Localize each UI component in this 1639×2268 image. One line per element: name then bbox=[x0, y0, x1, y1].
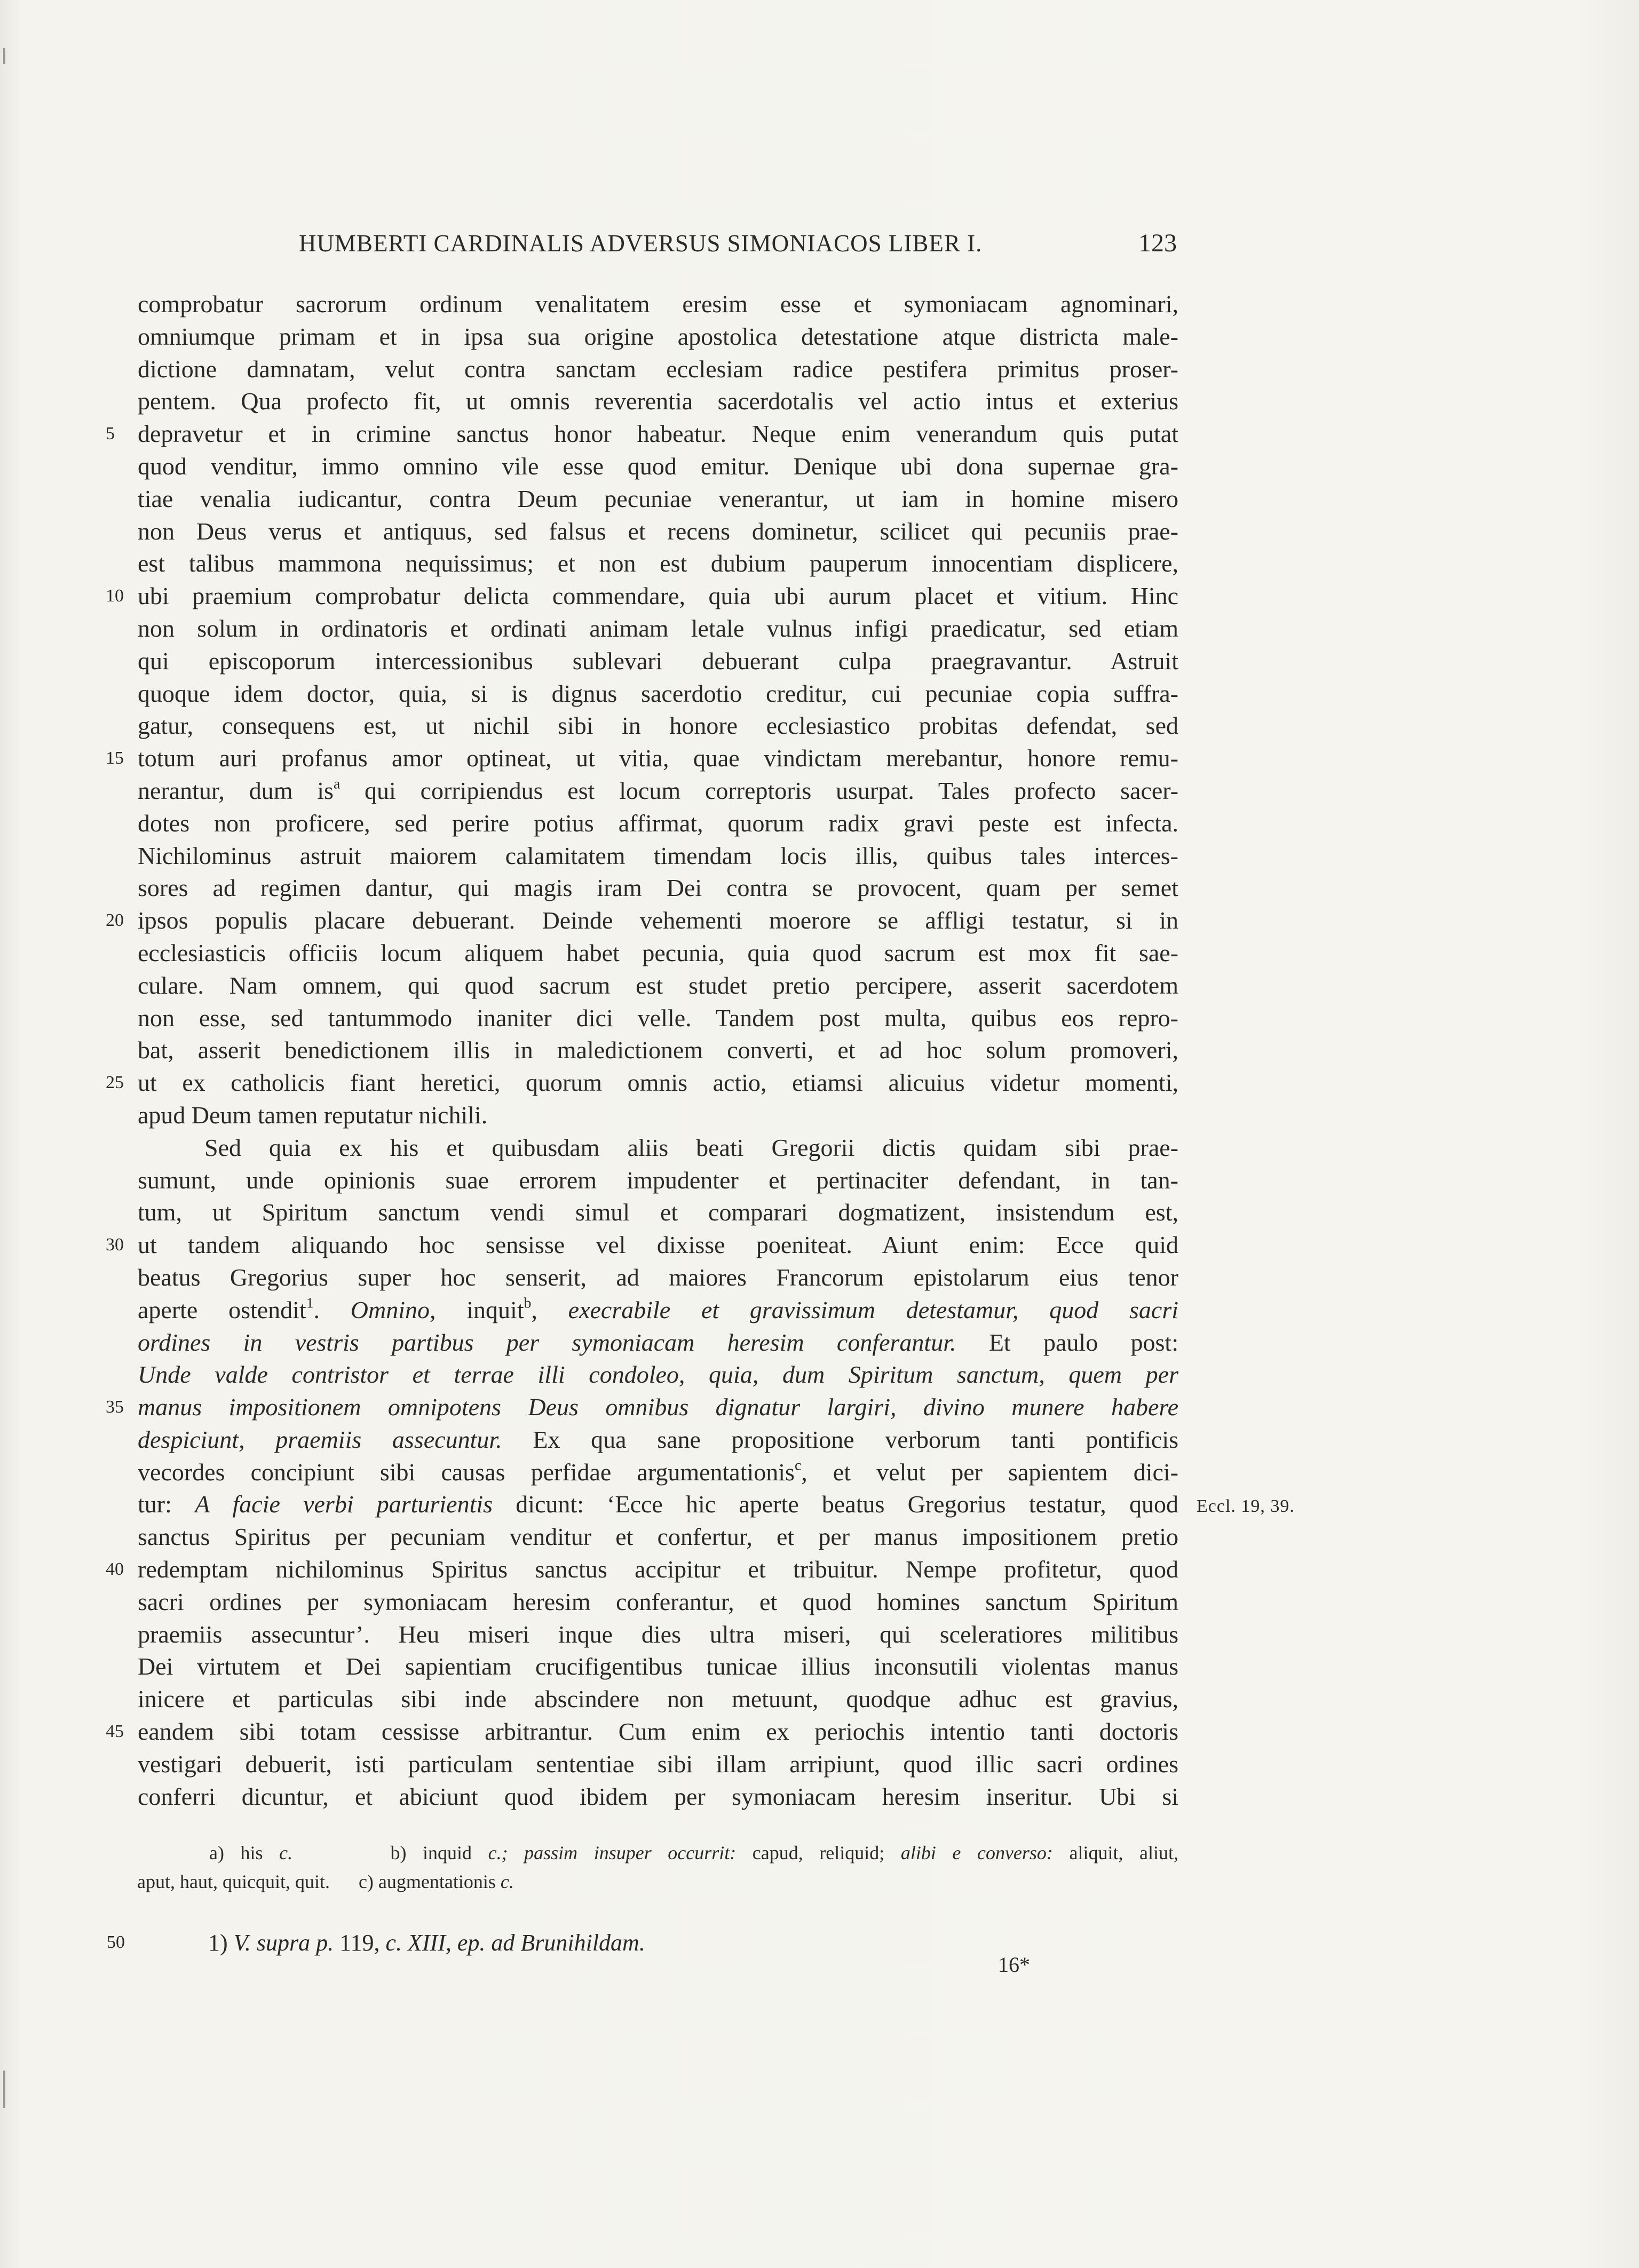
text-line bbox=[138, 1132, 1178, 1164]
line-text bbox=[138, 548, 1178, 580]
text: culare. Nam omnem, qui quod sacrum est studet pretio percipere, asserit sacerdotem bbox=[138, 971, 1178, 999]
line-text bbox=[138, 1262, 1178, 1294]
text-line bbox=[138, 516, 1178, 548]
line-text bbox=[138, 1619, 1178, 1651]
italic-text: execrabile et gravissimum detestamur, quod sacri bbox=[568, 1296, 1179, 1323]
text-line bbox=[138, 775, 1178, 807]
note-b-siglum: c.; bbox=[488, 1842, 508, 1863]
footnote-marker: c bbox=[794, 1456, 802, 1473]
text: conferri dicuntur, et abiciunt quod ibidem per symoniacam heresim inseritur. Ubi si bbox=[138, 1782, 1178, 1810]
critical-apparatus bbox=[137, 1838, 1178, 1896]
line-text bbox=[138, 1488, 1178, 1521]
text: ecclesiasticis officiis locum aliquem habet pecunia, quia quod sacrum est mox fit sae- bbox=[138, 939, 1178, 966]
scan-edge-mark bbox=[3, 2071, 5, 2108]
text-line bbox=[106, 742, 1178, 775]
text-line bbox=[106, 1716, 1178, 1748]
line-text bbox=[138, 840, 1178, 873]
footnote-line-number: 50 bbox=[107, 1932, 125, 1952]
text: non solum in ordinatoris et ordinati animam letale vulnus infigi praedicatur, sed etiam bbox=[138, 614, 1178, 642]
text-line bbox=[106, 418, 1178, 450]
text-line bbox=[138, 1651, 1178, 1683]
note-a-label: a) his bbox=[209, 1842, 280, 1863]
line-text bbox=[138, 1683, 1178, 1716]
line-text bbox=[138, 1456, 1178, 1489]
text-line bbox=[138, 710, 1178, 742]
text-line bbox=[138, 1327, 1178, 1359]
text-line bbox=[138, 1748, 1178, 1781]
text: vestigari debuerit, isti particulam sententiae sibi illam arripiunt, quod illic sacri ordines bbox=[138, 1750, 1178, 1778]
line-text bbox=[138, 645, 1178, 678]
text: pentem. Qua profecto fit, ut omnis reverentia sacerdotalis vel actio intus et exterius bbox=[138, 387, 1178, 415]
line-text bbox=[138, 1099, 1178, 1132]
line-text bbox=[138, 872, 1178, 905]
text: . bbox=[313, 1296, 351, 1323]
text: qui episcoporum intercessionibus sublevari debuerant culpa praegravantur. Astruit bbox=[138, 647, 1178, 675]
line-text bbox=[138, 418, 1178, 450]
line-text bbox=[138, 288, 1178, 321]
note-b-continuation: aput, haut, quicquit, quit. bbox=[137, 1871, 330, 1892]
text: tiae venalia iudicantur, contra Deum pecuniae venerantur, ut iam in homine misero bbox=[138, 485, 1178, 512]
line-text bbox=[138, 321, 1178, 353]
line-text bbox=[138, 742, 1178, 775]
text-line bbox=[138, 1586, 1178, 1619]
text-line bbox=[138, 1488, 1178, 1521]
text-line bbox=[138, 872, 1178, 905]
text: nerantur, dum is bbox=[138, 776, 334, 804]
line-number: 10 bbox=[106, 586, 124, 606]
text: vecordes concipiunt sibi causas perfidae argumentationis bbox=[138, 1458, 795, 1486]
text: ipsos populis placare debuerant. Deinde vehementi moerore se affligi testatur, si in bbox=[138, 907, 1178, 934]
footnote-text bbox=[208, 1929, 645, 1956]
line-text bbox=[138, 678, 1178, 710]
line-text bbox=[138, 1196, 1178, 1229]
text: omniumque primam et in ipsa sua origine apostolica detestatione atque districta male- bbox=[138, 322, 1178, 350]
text-line bbox=[138, 353, 1178, 386]
italic-text: ordines in vestris partibus per symoniacam heresim conferantur. bbox=[138, 1328, 956, 1356]
text: quod venditur, immo omnino vile esse quod emitur. Denique ubi dona supernae gra- bbox=[138, 452, 1178, 480]
text: depravetur et in crimine sanctus honor habeatur. Neque enim venerandum quis putat bbox=[138, 420, 1178, 448]
text: ut tandem aliquando hoc sensisse vel dixisse poeniteat. Aiunt enim: Ecce quid bbox=[138, 1231, 1178, 1259]
footnote-page: 119, bbox=[334, 1930, 386, 1956]
text: non Deus verus et antiquus, sed falsus et recens dominetur, scilicet qui pecuniis prae- bbox=[138, 517, 1178, 545]
text-line bbox=[138, 288, 1178, 321]
italic-text: Omnino, bbox=[350, 1296, 436, 1323]
text-line bbox=[138, 1099, 1178, 1132]
footnote-marker: b bbox=[524, 1294, 532, 1311]
italic-text: despiciunt, praemiis assecuntur. bbox=[138, 1425, 502, 1453]
line-text bbox=[138, 1424, 1178, 1456]
text: ubi praemium comprobatur delicta commendare, quia ubi aurum placet et vitium. Hinc bbox=[138, 582, 1178, 610]
line-number: 30 bbox=[106, 1235, 124, 1255]
text-line bbox=[106, 1553, 1178, 1586]
text: , et velut per sapientem dici- bbox=[801, 1458, 1179, 1486]
text-line bbox=[138, 970, 1178, 1002]
line-text bbox=[138, 1002, 1178, 1035]
text-line bbox=[138, 1196, 1178, 1229]
text-line bbox=[138, 1359, 1178, 1391]
text-line bbox=[138, 1521, 1178, 1553]
line-text bbox=[138, 1034, 1178, 1067]
text-line bbox=[138, 937, 1178, 970]
line-text bbox=[138, 710, 1178, 742]
line-text bbox=[138, 1294, 1178, 1327]
note-b-words2: aliquit, aliut, bbox=[1052, 1842, 1178, 1863]
line-text bbox=[138, 1748, 1178, 1781]
line-text bbox=[138, 1716, 1178, 1748]
line-text bbox=[138, 1553, 1178, 1586]
text: aperte ostendit bbox=[138, 1296, 306, 1323]
line-number: 40 bbox=[106, 1559, 124, 1580]
line-text bbox=[138, 1781, 1178, 1813]
note-b-label: b) inquid bbox=[390, 1842, 488, 1863]
main-text bbox=[106, 288, 1179, 1813]
note-b-words: capud, reliquid; bbox=[736, 1842, 885, 1863]
text: praemiis assecuntur’. Heu miseri inque dies ultra miseri, qui sceleratiores militibus bbox=[138, 1620, 1178, 1648]
text: Sed quia ex his et quibusdam aliis beati Gregorii dictis quidam sibi prae- bbox=[204, 1133, 1178, 1161]
italic-text: manus impositionem omnipotens Deus omnibus dignatur largiri, divino munere habere bbox=[138, 1393, 1178, 1421]
line-text bbox=[138, 613, 1178, 645]
page-number: 123 bbox=[1138, 229, 1177, 257]
text-line bbox=[138, 1424, 1178, 1456]
italic-text: Unde valde contristor et terrae illi condoleo, quia, dum Spiritum sanctum, quem per bbox=[138, 1361, 1178, 1389]
text-line bbox=[138, 450, 1178, 483]
line-text bbox=[138, 1391, 1178, 1424]
text-line bbox=[106, 1229, 1178, 1262]
apparatus-line bbox=[137, 1867, 1178, 1896]
text-line bbox=[106, 580, 1178, 613]
text-line bbox=[138, 807, 1178, 840]
text: qui corripiendus est locum correptoris usurpat. Tales profecto sacer- bbox=[340, 776, 1178, 804]
text-line bbox=[138, 385, 1178, 418]
line-text bbox=[138, 1359, 1178, 1391]
text: sacri ordines per symoniacam heresim conferantur, et quod homines sanctum Spiritum bbox=[138, 1588, 1178, 1615]
text: redemptam nichilominus Spiritus sanctus accipitur et tribuitur. Nempe profitetur, quod bbox=[138, 1556, 1178, 1583]
footnote-rest: c. XIII, ep. ad Brunihildam. bbox=[385, 1930, 645, 1956]
text-line bbox=[138, 840, 1178, 873]
text: dictione damnatam, velut contra sanctam ecclesiam radice pestifera primitus proser- bbox=[138, 355, 1178, 383]
footnote-v: V. supra p. bbox=[233, 1930, 334, 1956]
line-text bbox=[138, 1229, 1178, 1262]
line-text bbox=[138, 775, 1178, 807]
text: bat, asserit benedictionem illis in maledictionem converti, et ad hoc solum promoveri, bbox=[138, 1036, 1178, 1064]
text: apud Deum tamen reputatur nichili. bbox=[138, 1101, 488, 1129]
text-line bbox=[138, 1683, 1178, 1716]
scan-edge-mark bbox=[3, 48, 5, 64]
text: eandem sibi totam cessisse arbitrantur. Cum enim ex periochis intentio tanti doctoris bbox=[138, 1718, 1178, 1746]
line-text bbox=[138, 905, 1178, 937]
line-text bbox=[138, 385, 1178, 418]
text-line bbox=[138, 1034, 1178, 1067]
line-text bbox=[138, 580, 1178, 613]
line-text bbox=[138, 1164, 1178, 1197]
apparatus-line bbox=[209, 1838, 1178, 1867]
text: quoque idem doctor, quia, si is dignus sacerdotio creditur, cui pecuniae copia suffra- bbox=[138, 679, 1178, 707]
text: Nichilominus astruit maiorem calamitatem timendam locis illis, quibus tales interces- bbox=[138, 842, 1178, 869]
text: beatus Gregorius super hoc senserit, ad maiores Francorum epistolarum eius tenor bbox=[138, 1263, 1178, 1291]
text: ut ex catholicis fiant heretici, quorum omnis actio, etiamsi alicuius videtur momenti, bbox=[138, 1069, 1178, 1097]
page-header bbox=[299, 229, 1177, 272]
text: tum, ut Spiritum sanctum vendi simul et comparari dogmatizent, insistendum est, bbox=[138, 1199, 1178, 1226]
text: Dei virtutem et Dei sapientiam crucifigentibus tunicae illius inconsutili violentas manus bbox=[138, 1653, 1178, 1680]
text-line bbox=[138, 1262, 1178, 1294]
note-a-siglum: c. bbox=[279, 1842, 293, 1863]
text: Ex qua sane propositione verborum tanti pontificis bbox=[502, 1425, 1179, 1453]
text: comprobatur sacrorum ordinum venalitatem eresim esse et symoniacam agnominari, bbox=[138, 290, 1178, 318]
text: non esse, sed tantummodo inaniter dici velle. Tandem post multa, quibus eos repro- bbox=[138, 1004, 1178, 1032]
text-line bbox=[138, 321, 1178, 353]
text: sanctus Spiritus per pecuniam venditur et confertur, et per manus impositionem pretio bbox=[138, 1523, 1178, 1551]
note-b-alibi: alibi e converso: bbox=[884, 1842, 1053, 1863]
line-number: 15 bbox=[106, 748, 124, 768]
text: est talibus mammona nequissimus; et non est dubium pauperum innocentiam displicere, bbox=[138, 550, 1178, 577]
text-line bbox=[138, 1456, 1178, 1489]
line-text bbox=[138, 1327, 1178, 1359]
note-c-siglum: c. bbox=[500, 1871, 514, 1892]
line-text bbox=[138, 1067, 1178, 1099]
line-text bbox=[138, 1586, 1178, 1619]
text: gatur, consequens est, ut nichil sibi in honore ecclesiastico probitas defendat, sed bbox=[138, 712, 1178, 740]
text-line bbox=[106, 1067, 1178, 1099]
note-c-label: c) augmentationis bbox=[358, 1871, 501, 1892]
line-number: 5 bbox=[106, 424, 115, 444]
text: inquit bbox=[436, 1296, 524, 1323]
line-text bbox=[138, 450, 1178, 483]
line-number: 20 bbox=[106, 910, 124, 931]
text-line bbox=[138, 1002, 1178, 1035]
text-line bbox=[138, 678, 1178, 710]
line-number: 25 bbox=[106, 1073, 124, 1093]
text: Et paulo post: bbox=[956, 1328, 1178, 1356]
text: dotes non proficere, sed perire potius affirmat, quorum radix gravi peste est infecta. bbox=[138, 809, 1178, 837]
text-line bbox=[106, 1391, 1178, 1424]
line-text bbox=[138, 483, 1178, 516]
text-line bbox=[138, 613, 1178, 645]
italic-text: A facie verbi parturientis bbox=[195, 1490, 493, 1518]
line-text bbox=[138, 970, 1178, 1002]
text-line bbox=[106, 905, 1178, 937]
line-text bbox=[138, 937, 1178, 970]
text-line bbox=[138, 645, 1178, 678]
text-line bbox=[138, 1619, 1178, 1651]
text: inicere et particulas sibi inde abscindere non metuunt, quodque adhuc est gravius, bbox=[138, 1685, 1178, 1713]
line-text bbox=[204, 1132, 1178, 1164]
line-number: 45 bbox=[106, 1722, 124, 1742]
text-line bbox=[138, 1294, 1178, 1327]
footnote-marker: 1 bbox=[306, 1294, 314, 1311]
text-line bbox=[138, 548, 1178, 580]
note-b-passim: passim insuper occurrit: bbox=[508, 1842, 737, 1863]
text-line bbox=[138, 1781, 1178, 1813]
text: dicunt: ‘Ecce hic aperte beatus Gregorius testatur, quod bbox=[493, 1490, 1178, 1518]
line-text bbox=[138, 1521, 1178, 1553]
text: tur: bbox=[138, 1490, 195, 1518]
marginal-reference: Eccl. 19, 39. bbox=[1197, 1496, 1295, 1516]
text: sumunt, unde opinionis suae errorem impudenter et pertinaciter defendant, in tan- bbox=[138, 1166, 1178, 1194]
line-text bbox=[138, 807, 1178, 840]
running-title: HUMBERTI CARDINALIS ADVERSUS SIMONIACOS LIBER I. bbox=[299, 230, 983, 257]
line-text bbox=[138, 516, 1178, 548]
text: , bbox=[531, 1296, 568, 1323]
line-number: 35 bbox=[106, 1397, 124, 1417]
footnote-label: 1) bbox=[208, 1930, 234, 1956]
signature-mark: 16* bbox=[998, 1953, 1030, 1977]
text-line bbox=[138, 1164, 1178, 1197]
text: totum auri profanus amor optineat, ut vitia, quae vindictam merebantur, honore remu- bbox=[138, 744, 1178, 772]
footnote-marker: a bbox=[333, 775, 341, 792]
line-text bbox=[138, 353, 1178, 386]
text-line bbox=[138, 483, 1178, 516]
line-text bbox=[138, 1651, 1178, 1683]
text: sores ad regimen dantur, qui magis iram Dei contra se provocent, quam per semet bbox=[138, 874, 1178, 902]
